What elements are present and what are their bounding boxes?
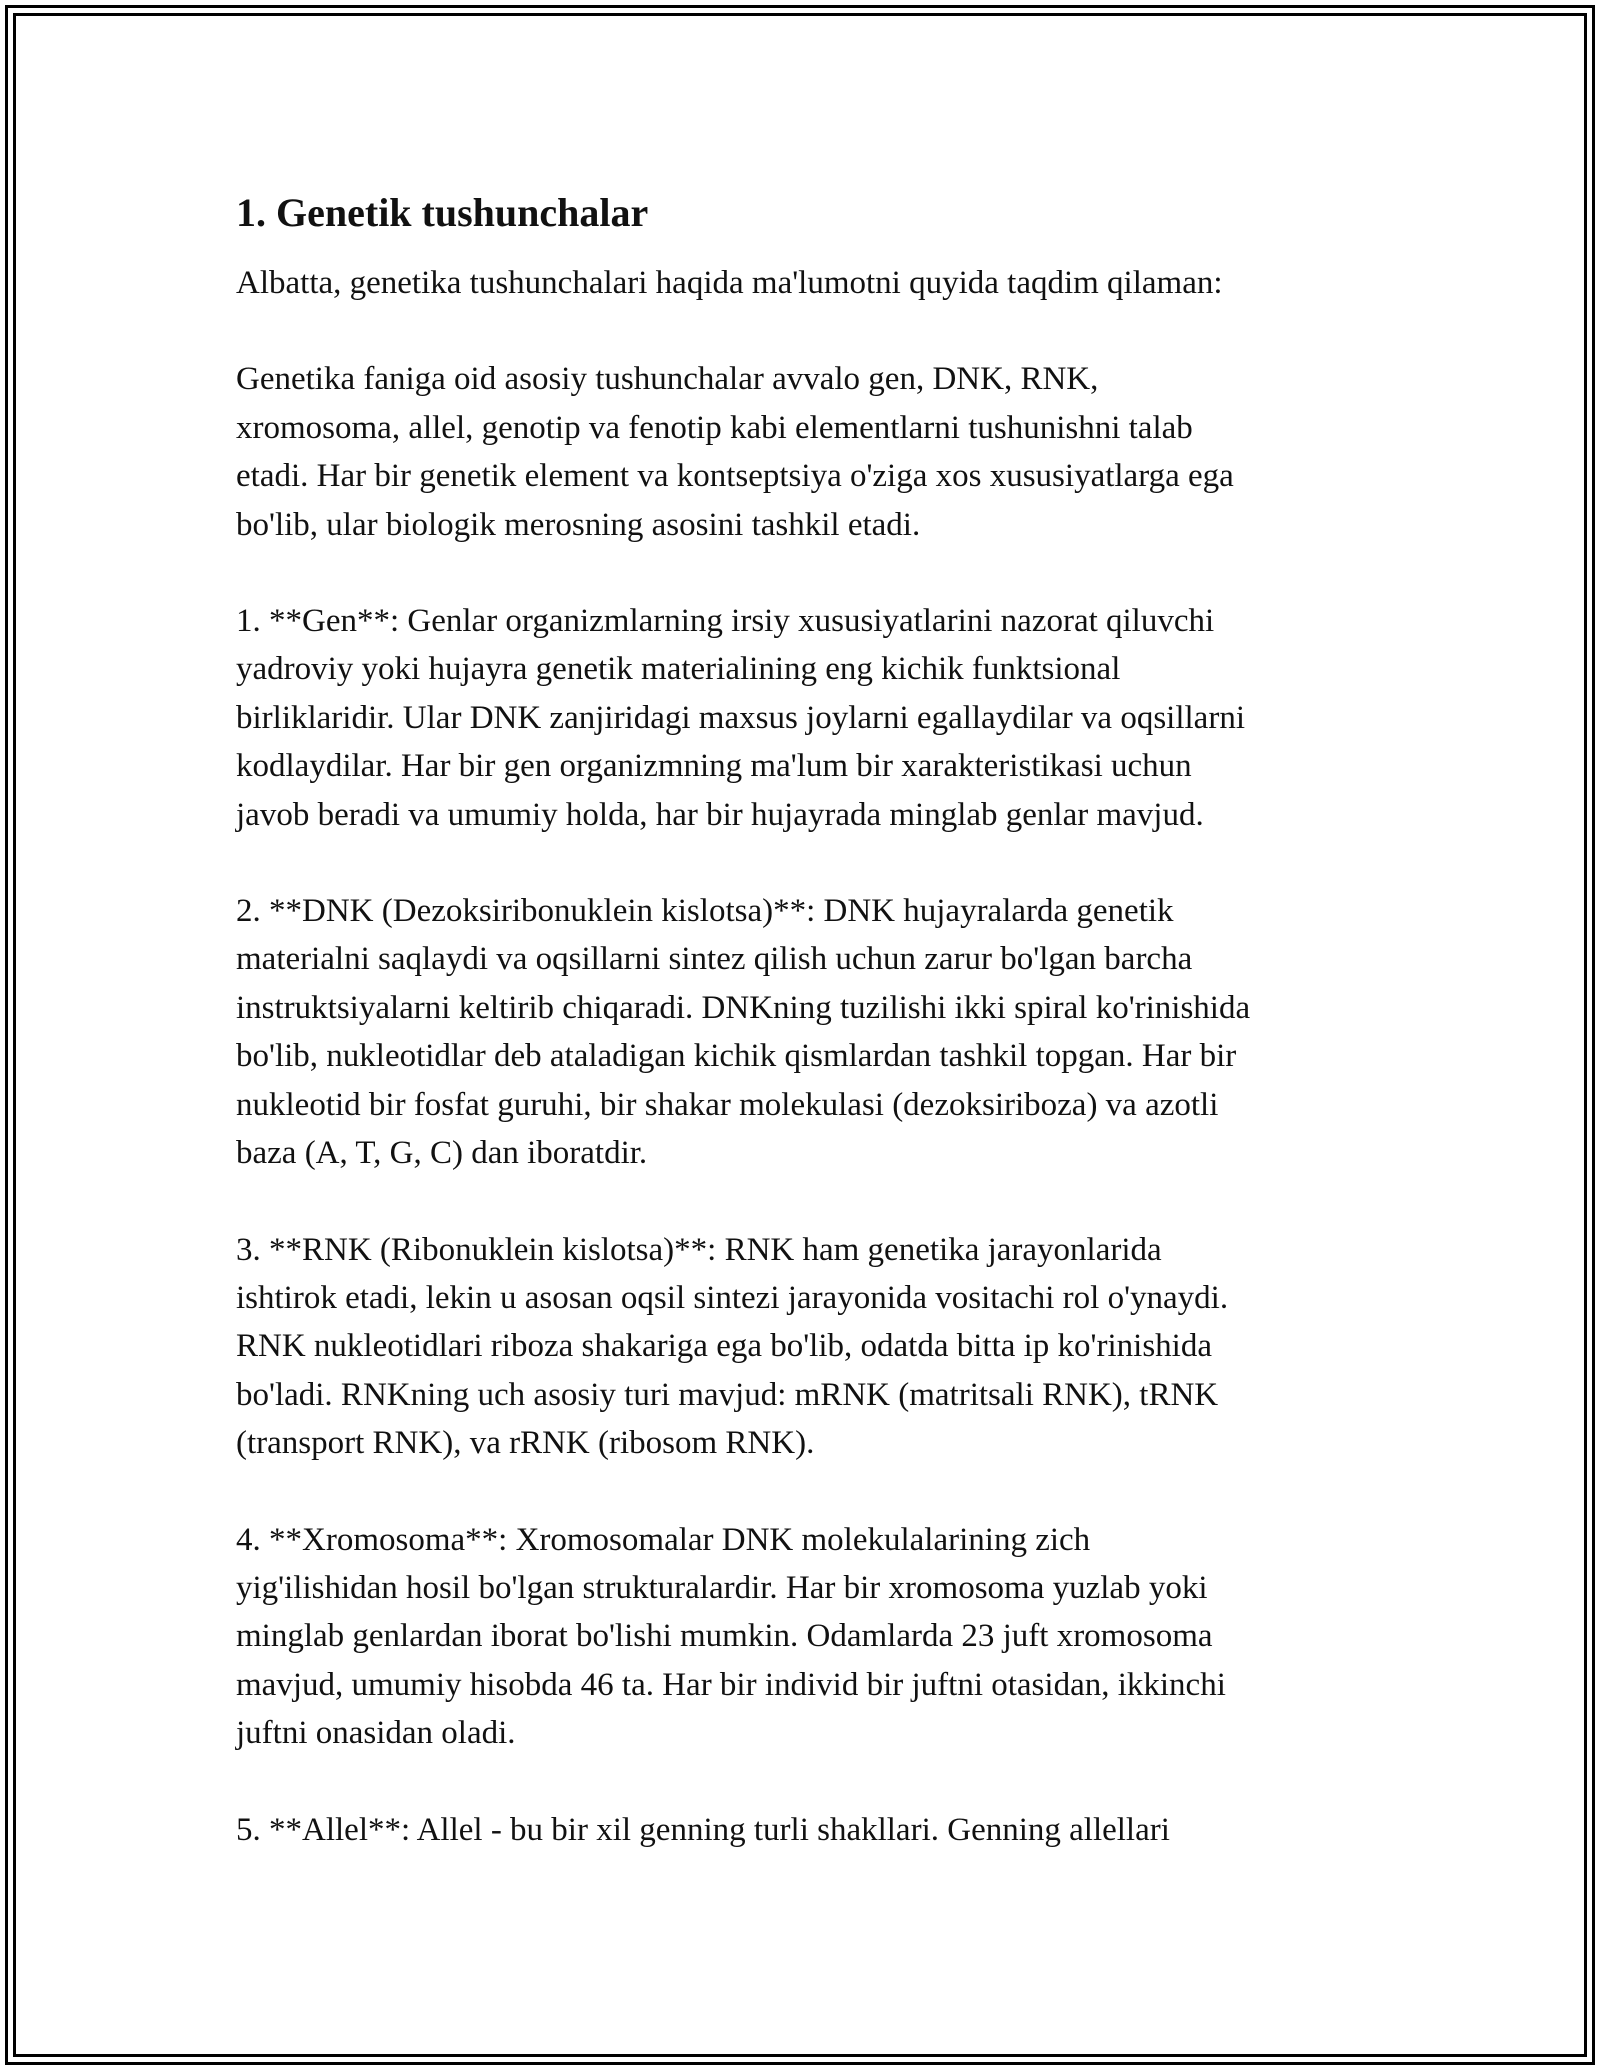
paragraph-line: xromosoma, allel, genotip va fenotip kabi elementlarni tushunishni talab [236,409,1193,446]
paragraph-line: kodlaydilar. Har bir gen organizmning ma'lum bir xarakteristikasi uchun [236,748,1192,785]
paragraph-line: Albatta, genetika tushunchalari haqida ma'lumotni quyida taqdim qilaman: [236,265,1223,301]
paragraph-line: RNK nukleotidlari riboza shakariga ega bo'lib, odatda bitta ip ko'rinishida [236,1328,1212,1365]
paragraph-line: yadroviy yoki hujayra genetik materialining eng kichik funktsional [236,651,1121,688]
document-body [236,185,1386,1902]
paragraph-line: etadi. Har bir genetik element va kontseptsiya o'ziga xos xususiyatlarga ega [236,458,1234,495]
paragraph-list [236,259,1386,1854]
paragraph-line: juftni onasidan oladi. [236,1715,516,1752]
paragraph [236,259,1386,307]
paragraph-line: javob beradi va umumiy holda, har bir hujayrada minglab genlar mavjud. [236,796,1204,833]
paragraph [236,597,1386,839]
paragraph [236,887,1386,1177]
paragraph-line: 3. **RNK (Ribonuklein kislotsa)**: RNK ham genetika jarayonlarida [236,1231,1162,1268]
paragraph [236,1226,1386,1468]
paragraph-line: yig'ilishidan hosil bo'lgan strukturalardir. Har bir xromosoma yuzlab yoki [236,1569,1208,1606]
paragraph-line: birliklaridir. Ular DNK zanjiridagi maxsus joylarni egallaydilar va oqsillarni [236,699,1245,736]
paragraph [236,1806,1386,1854]
paragraph [236,1516,1386,1758]
paragraph-line: bo'lib, ular biologik merosning asosini tashkil etadi. [236,506,921,543]
paragraph-line: ishtirok etadi, lekin u asosan oqsil sintezi jarayonida vositachi rol o'ynaydi. [236,1279,1229,1316]
paragraph-line: 1. **Gen**: Genlar organizmlarning irsiy xususiyatlarini nazorat qiluvchi [236,603,1215,640]
paragraph-line: nukleotid bir fosfat guruhi, bir shakar molekulasi (dezoksiriboza) va azotli [236,1086,1219,1123]
paragraph-line: 2. **DNK (Dezoksiribonuklein kislotsa)**: DNK hujayralarda genetik [236,893,1174,930]
paragraph [236,355,1386,549]
paragraph-line: bo'lib, nukleotidlar deb ataladigan kichik qismlardan tashkil topgan. Har bir [236,1038,1237,1075]
paragraph-line: minglab genlardan iborat bo'lishi mumkin. Odamlarda 23 juft xromosoma [236,1618,1213,1655]
paragraph-line: mavjud, umumiy hisobda 46 ta. Har bir individ bir juftni otasidan, ikkinchi [236,1666,1226,1703]
paragraph-line: bo'ladi. RNKning uch asosiy turi mavjud: mRNK (matritsali RNK), tRNK [236,1376,1219,1413]
section-heading: 1. Genetik tushunchalar [236,190,649,235]
paragraph-line: baza (A, T, G, C) dan iboratdir. [236,1135,648,1172]
paragraph-line: 4. **Xromosoma**: Xromosomalar DNK molekulalarining zich [236,1521,1091,1558]
paragraph-line: 5. **Allel**: Allel - bu bir xil genning turli shakllari. Genning allellari [236,1811,1170,1848]
paragraph-line: (transport RNK), va rRNK (ribosom RNK). [236,1425,815,1462]
paragraph-line: Genetika faniga oid asosiy tushunchalar avvalo gen, DNK, RNK, [236,361,1099,398]
paragraph-line: materialni saqlaydi va oqsillarni sintez qilish uchun zarur bo'lgan barcha [236,941,1193,978]
paragraph-line: instruktsiyalarni keltirib chiqaradi. DNKning tuzilishi ikki spiral ko'rinishida [236,989,1251,1026]
